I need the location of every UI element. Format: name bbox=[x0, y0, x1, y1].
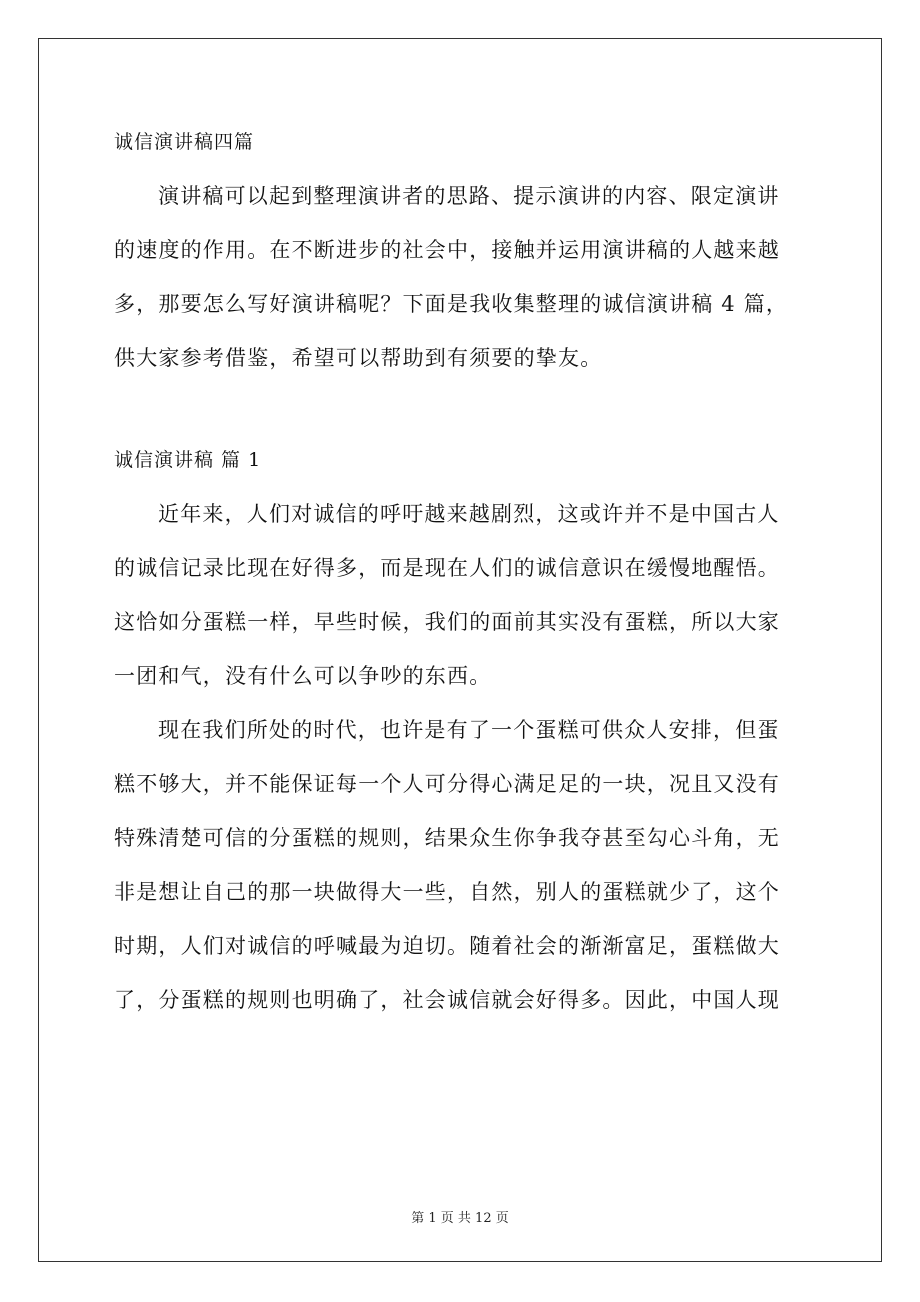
page-footer: 第 1 页 共 12 页 bbox=[411, 1211, 509, 1226]
section-gap bbox=[114, 392, 814, 440]
paragraph-line: 特殊清楚可信的分蛋糕的规则，结果众生你争我夺甚至勾心斗角，无 bbox=[114, 826, 780, 850]
paragraph-line: 这恰如分蛋糕一样，早些时候，我们的面前其实没有蛋糕，所以大家 bbox=[114, 610, 780, 634]
intro-line: 多，那要怎么写好演讲稿呢？下面是我收集整理的诚信演讲稿 4 篇， bbox=[114, 292, 789, 316]
intro-line: 演讲稿可以起到整理演讲者的思路、提示演讲的内容、限定演讲 bbox=[158, 184, 780, 208]
paragraph-line: 糕不够大，并不能保证每一个人可分得心满足足的一块，况且又没有 bbox=[114, 772, 780, 796]
paragraph-line: 的诚信记录比现在好得多，而是现在人们的诚信意识在缓慢地醒悟。 bbox=[114, 556, 780, 580]
paragraph-line: 时期，人们对诚信的呼喊最为迫切。随着社会的渐渐富足，蛋糕做大 bbox=[114, 934, 780, 958]
paragraph-line: 非是想让自己的那一块做得大一些，自然，别人的蛋糕就少了，这个 bbox=[114, 880, 780, 904]
intro-line: 供大家参考借鉴，希望可以帮助到有须要的挚友。 bbox=[114, 346, 603, 370]
paragraph-line: 近年来，人们对诚信的呼吁越来越剧烈，这或许并不是中国古人 bbox=[158, 502, 780, 526]
paragraph-line: 现在我们所处的时代，也许是有了一个蛋糕可供众人安排，但蛋 bbox=[158, 718, 780, 742]
paragraph-line: 了，分蛋糕的规则也明确了，社会诚信就会好得多。因此，中国人现 bbox=[114, 988, 780, 1012]
section-heading: 诚信演讲稿 篇 1 bbox=[114, 449, 262, 471]
document-title: 诚信演讲稿四篇 bbox=[114, 131, 255, 153]
document-body bbox=[114, 122, 814, 1034]
paragraph-line: 一团和气，没有什么可以争吵的东西。 bbox=[114, 664, 492, 688]
intro-line: 的速度的作用。在不断进步的社会中，接触并运用演讲稿的人越来越 bbox=[114, 238, 780, 262]
